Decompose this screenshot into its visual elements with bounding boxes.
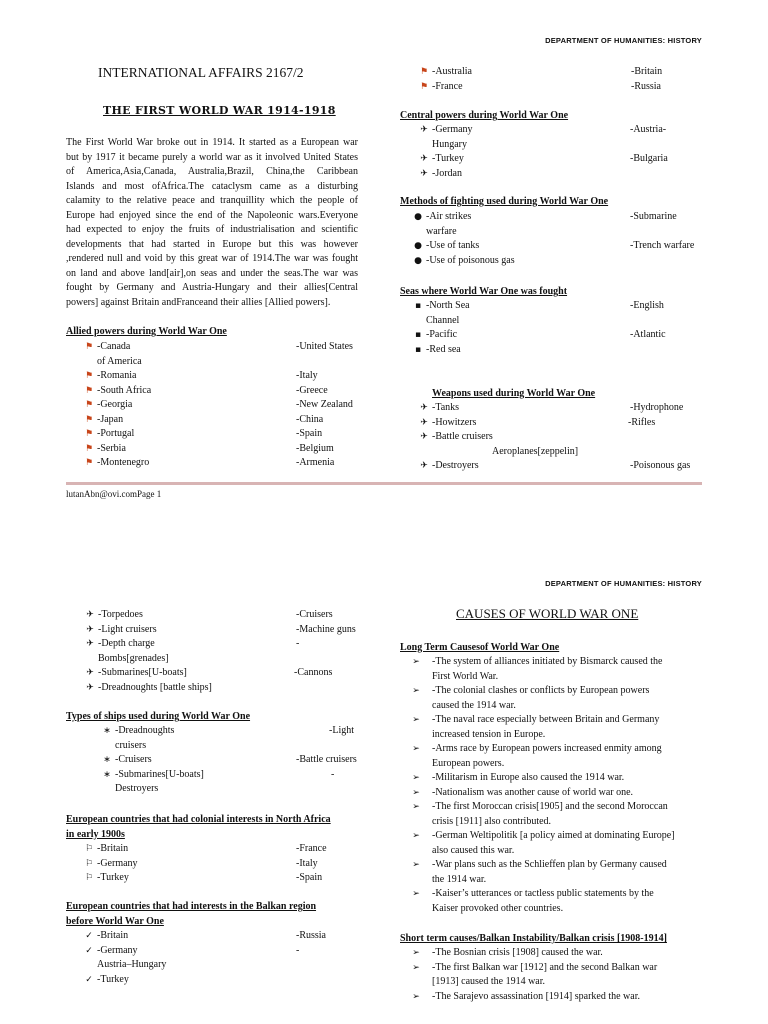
list-item: [410, 225, 706, 240]
pennant-icon: ⚐: [84, 873, 94, 883]
list-item-left: -Use of tanks: [426, 240, 480, 251]
list-item-left: Destroyers: [115, 783, 159, 794]
flag-icon: [81, 355, 97, 370]
ships-heading: Types of ships used during World War One: [66, 711, 251, 722]
list-item-left: Aeroplanes[zeppelin]: [492, 445, 579, 457]
balkan-heading: [66, 900, 366, 929]
list-item: [410, 328, 706, 343]
paragraph-line: Islands and most ofAfrica.The cataclysm came as a disturbing: [66, 180, 358, 192]
arrowhead-bullet-icon: ➢: [412, 831, 420, 841]
paragraph-line: The First World War broke out in 1914. It started as a European war: [66, 137, 358, 148]
department-header-2: DEPARTMENT OF HUMANITIES: HISTORY: [545, 579, 702, 588]
list-item: [99, 739, 369, 754]
methods-heading: Methods of fighting used during World War One: [400, 196, 609, 207]
list-item-left: -Torpedoes: [98, 609, 143, 620]
airplane-icon: [416, 138, 432, 153]
list-item: [410, 314, 706, 329]
asterisk-icon: [99, 739, 115, 754]
list-item-right: -New Zealand: [296, 399, 353, 410]
paragraph-line: Europe had enjoyed since the end of the Napoleonic wars.Everyone: [66, 209, 358, 221]
list-item-left: -Howitzers: [432, 416, 477, 428]
allied-list-continued: [416, 65, 706, 94]
balkan-heading-line-1: European countries that had interests in the Balkan region: [66, 901, 317, 912]
list-item-left: -Turkey: [432, 153, 464, 164]
list-item-left: -Dreadnoughts: [115, 725, 175, 736]
list-item-left: -North Sea: [426, 300, 470, 311]
airplane-icon: ✈: [86, 639, 94, 649]
list-item-left: of America: [97, 355, 142, 367]
airplane-icon: ✈: [420, 168, 428, 179]
list-item-right: -Light: [329, 725, 354, 736]
arrowhead-bullet-icon: ➢: [412, 948, 420, 958]
flag-icon: ⚑: [84, 414, 94, 425]
airplane-icon: ✈: [86, 682, 94, 693]
list-item-right: -Cannons: [294, 667, 333, 678]
airplane-icon: ✈: [420, 417, 428, 428]
list-item: [416, 123, 706, 138]
list-item: [99, 724, 369, 739]
allied-list: [81, 340, 371, 471]
list-item: [410, 299, 706, 314]
pennant-icon: ⚐: [84, 844, 94, 854]
airplane-icon: [416, 445, 432, 460]
list-item: [81, 413, 371, 428]
cause-item: [400, 887, 700, 916]
flag-icon: ⚑: [84, 429, 94, 439]
arrowhead-bullet-icon: ➢: [412, 860, 420, 870]
list-item-left: -Light cruisers: [98, 623, 157, 635]
intro-paragraph: [66, 136, 358, 310]
airplane-icon: ✈: [420, 461, 428, 471]
list-item: [81, 958, 371, 973]
list-item-right: -Belgium: [296, 442, 334, 454]
asterisk-icon: ∗: [103, 755, 111, 765]
flag-icon: ⚑: [84, 443, 94, 454]
list-item-right: -Austria-: [630, 124, 667, 135]
arrowhead-bullet-icon: ➢: [412, 962, 420, 973]
cause-item: [400, 684, 700, 713]
list-item: [81, 369, 371, 384]
list-item-left: -Germany: [97, 944, 138, 956]
asterisk-icon: ∗: [103, 769, 111, 780]
list-item-left: -Submarines[U-boats]: [98, 667, 187, 678]
list-item-right: -Rifles: [628, 416, 656, 428]
list-item: [81, 456, 371, 471]
cause-line: -The Bosnian crisis [1908] caused the war.: [432, 947, 603, 958]
section-title: THE FIRST WORLD WAR 1914-1918: [103, 104, 336, 117]
list-item: [81, 973, 371, 988]
list-item: [81, 929, 371, 944]
list-item-left: -Jordan: [432, 167, 462, 179]
arrowhead-bullet-icon: ➢: [412, 889, 420, 899]
pennant-icon: ⚐: [84, 858, 94, 869]
cause-item: [400, 800, 700, 829]
cause-line: [1913] caused the 1914 war.: [432, 976, 546, 987]
list-item: [416, 445, 706, 460]
cause-line: Kaiser provoked other countries.: [432, 902, 564, 914]
department-header: DEPARTMENT OF HUMANITIES: HISTORY: [545, 36, 702, 45]
arrowhead-bullet-icon: ➢: [412, 802, 420, 812]
list-item-left: -Germany: [432, 124, 473, 135]
arrowhead-bullet-icon: ➢: [412, 991, 420, 1002]
cause-line: -Nationalism was another cause of world war one.: [432, 786, 634, 798]
flag-icon: ⚑: [84, 342, 94, 352]
cause-item: [400, 990, 700, 1005]
list-item-left: Austria–Hungary: [97, 959, 167, 970]
list-item-right: -: [296, 638, 300, 649]
list-item-right: -Poisonous gas: [630, 460, 691, 471]
list-item-left: -Submarines[U-boats]: [115, 768, 204, 780]
checkmark-icon: ✓: [85, 931, 93, 941]
page-divider: [66, 482, 702, 485]
flag-icon: ⚑: [419, 67, 429, 77]
list-item: [82, 608, 372, 623]
list-item-left: -Tanks: [432, 402, 460, 413]
paragraph-line: powers] against Britain andFranceand their allies [Allied powers].: [66, 296, 331, 308]
paragraph-line: developments that had started in Europe but this was however: [66, 238, 358, 250]
cause-item: [400, 771, 700, 786]
long-term-heading: Long Term Causesof World War One: [400, 642, 560, 653]
flag-icon: ⚑: [84, 400, 94, 410]
list-item-left: -Australia: [432, 66, 472, 77]
paragraph-line: but by 1917 it became purely a world war as it involved United States: [66, 151, 358, 163]
asterisk-icon: ∗: [103, 726, 111, 736]
methods-list: [410, 210, 706, 268]
africa-heading-line-1: European countries that had colonial interests in North Africa: [66, 814, 331, 825]
list-item-right: -United States: [296, 341, 353, 352]
list-item-left: -Turkey: [97, 973, 129, 985]
africa-list: [81, 842, 371, 886]
square-bullet-icon: ▪: [414, 344, 422, 355]
list-item: [416, 459, 706, 474]
cause-line: -Kaiser’s utterances or tactless public statements by the: [432, 888, 654, 899]
document-title: INTERNATIONAL AFFAIRS 2167/2: [98, 65, 304, 80]
list-item: [416, 401, 706, 416]
list-item-left: -Portugal: [97, 428, 135, 439]
africa-heading-line-2: in early 1900s: [66, 828, 125, 840]
list-item-left: warfare: [426, 225, 457, 237]
arrowhead-bullet-icon: ➢: [412, 715, 420, 725]
list-item-right: -Spain: [296, 872, 323, 883]
bullet-dot-icon: [410, 225, 426, 240]
seas-list: [410, 299, 706, 357]
cause-item: [400, 713, 700, 742]
list-item-left: -Use of poisonous gas: [426, 254, 515, 266]
list-item-left: -Japan: [97, 413, 124, 425]
list-item: [81, 355, 371, 370]
airplane-icon: ✈: [420, 403, 428, 413]
list-item: [416, 152, 706, 167]
list-item: [81, 944, 371, 959]
weapons-list: [416, 401, 706, 474]
list-item-right: -Russia: [296, 930, 326, 941]
cause-line: European powers.: [432, 757, 505, 769]
list-item: [410, 239, 706, 254]
balkan-heading-line-2: before World War One: [66, 915, 164, 927]
list-item-right: -: [331, 768, 335, 780]
short-term-heading: Short term causes/Balkan Instability/Balkan crisis [1908-1914]: [400, 933, 667, 944]
list-item-left: -Air strikes: [426, 211, 472, 222]
cause-line: crisis [1911] also contributed.: [432, 815, 552, 827]
cause-item: [400, 946, 700, 961]
square-bullet-icon: ▪: [414, 301, 422, 311]
cause-line: -Arms race by European powers increased enmity among: [432, 743, 662, 754]
list-item-right: -Machine guns: [296, 623, 356, 635]
airplane-icon: ✈: [420, 432, 428, 442]
list-item: [82, 652, 372, 667]
flag-icon: ⚑: [84, 371, 94, 381]
list-item-right: -Hydrophone: [630, 402, 684, 413]
cause-item: [400, 829, 700, 858]
list-item-left: Channel: [426, 314, 460, 326]
cause-item: [400, 786, 700, 801]
list-item: [99, 768, 369, 783]
airplane-icon: ✈: [86, 668, 94, 678]
flag-icon: ⚑: [419, 81, 429, 92]
bullet-dot-icon: ●: [414, 241, 422, 251]
list-item-left: -Britain: [97, 930, 129, 941]
arrowhead-bullet-icon: ➢: [412, 686, 420, 696]
list-item: [81, 398, 371, 413]
list-item: [99, 753, 369, 768]
paragraph-line: of America,Asia,Canada, Australia,Brazil, China,the Caribbean: [66, 166, 358, 177]
page-footer: lutanAbn@ovi.comPage 1: [66, 489, 162, 499]
list-item-left: -Red sea: [426, 343, 461, 355]
square-bullet-icon: [410, 314, 426, 329]
central-list: [416, 123, 706, 181]
arrowhead-bullet-icon: ➢: [412, 787, 420, 798]
list-item: [81, 340, 371, 355]
list-item: [410, 210, 706, 225]
cause-line: First World War.: [432, 670, 499, 682]
list-item-left: Bombs[grenades]: [98, 652, 169, 664]
flag-icon: ⚑: [84, 458, 94, 468]
cause-line: -The first Moroccan crisis[1905] and the second Moroccan: [432, 801, 668, 812]
list-item: [82, 623, 372, 638]
list-item-right: -France: [296, 843, 327, 854]
list-item-right: -Spain: [296, 428, 323, 439]
cause-item: [400, 742, 700, 771]
checkmark-icon: [81, 958, 97, 973]
paragraph-line: calamity to the relative peace and tranquillity which the people of: [66, 195, 358, 206]
weapons-heading: Weapons used during World War One: [432, 388, 596, 399]
list-item-left: -Cruisers: [115, 754, 152, 765]
bullet-dot-icon: ●: [414, 255, 422, 266]
list-item-left: -Dreadnoughts [battle ships]: [98, 681, 212, 693]
list-item-left: -Georgia: [97, 399, 133, 410]
list-item-right: -Cruisers: [296, 609, 333, 620]
list-item-left: cruisers: [115, 739, 147, 751]
airplane-icon: ✈: [420, 154, 428, 164]
list-item-left: -Canada: [97, 341, 131, 352]
list-item: [81, 384, 371, 399]
list-item-right: -Bulgaria: [630, 153, 668, 164]
list-item-right: -Italy: [296, 370, 318, 381]
list-item-right: -Armenia: [296, 457, 335, 468]
cause-item: [400, 961, 700, 990]
list-item-right: -Britain: [631, 66, 663, 77]
list-item: [81, 857, 371, 872]
list-item: [81, 427, 371, 442]
list-item: [82, 681, 372, 696]
list-item-right: -Submarine: [630, 211, 677, 222]
allied-heading: Allied powers during World War One: [66, 326, 227, 337]
list-item-right: -China: [296, 413, 324, 425]
list-item: [410, 254, 706, 269]
cause-item: [400, 655, 700, 684]
short-term-causes-list: [400, 946, 700, 1004]
cause-line: -War plans such as the Schlieffen plan by Germany caused: [432, 859, 667, 870]
arrowhead-bullet-icon: ➢: [412, 744, 420, 754]
cause-line: also caused this war.: [432, 844, 515, 856]
central-heading: Central powers during World War One: [400, 110, 569, 121]
cause-line: -The naval race especially between Britain and Germany: [432, 714, 660, 725]
paragraph-line: on land and above land[air],on seas and under the seas.The war was: [66, 267, 358, 279]
list-item-right: -Battle cruisers: [296, 754, 357, 765]
seas-heading: Seas where World War One was fought: [400, 286, 568, 297]
list-item: [81, 871, 371, 886]
list-item-left: -France: [432, 80, 463, 92]
airplane-icon: [82, 652, 98, 667]
list-item: [416, 138, 706, 153]
cause-line: -The Sarajevo assassination [1914] sparked the war.: [432, 990, 640, 1002]
cause-item: [400, 858, 700, 887]
paragraph-line: fought by Germany and Austria-Hungary and their allies[Central: [66, 282, 358, 293]
list-item-right: -Italy: [296, 857, 318, 869]
arrowhead-bullet-icon: ➢: [412, 657, 420, 667]
list-item-left: -South Africa: [97, 384, 152, 396]
list-item: [416, 80, 706, 95]
arrowhead-bullet-icon: ➢: [412, 773, 420, 783]
list-item-left: -Battle cruisers: [432, 431, 493, 442]
list-item-left: -Germany: [97, 857, 138, 869]
checkmark-icon: ✓: [85, 945, 93, 956]
list-item: [81, 842, 371, 857]
list-item-right: -: [296, 944, 300, 956]
list-item-right: -Russia: [631, 80, 661, 92]
ships-list: [99, 724, 369, 797]
list-item: [416, 416, 706, 431]
list-item-left: -Montenegro: [97, 457, 150, 468]
cause-line: the 1914 war.: [432, 873, 487, 885]
list-item-left: -Pacific: [426, 329, 458, 340]
paragraph-line: had expected to enjoy the fruits of industrialisation and scientific: [66, 224, 358, 235]
cause-line: -German Weltipolitik [a policy aimed at dominating Europe]: [432, 830, 675, 841]
weapons-list-continued: [82, 608, 372, 695]
cause-line: caused the 1914 war.: [432, 699, 516, 711]
list-item-left: -Turkey: [97, 872, 129, 883]
airplane-icon: ✈: [86, 624, 94, 635]
list-item: [416, 167, 706, 182]
list-item-left: -Destroyers: [432, 460, 479, 471]
africa-heading: [66, 813, 366, 842]
list-item-right: -English: [630, 300, 664, 311]
cause-line: -The first Balkan war [1912] and the second Balkan war: [432, 961, 658, 973]
list-item: [81, 442, 371, 457]
cause-line: -Militarism in Europe also caused the 1914 war.: [432, 772, 625, 783]
bullet-dot-icon: ●: [414, 212, 422, 222]
list-item-right: -Atlantic: [630, 329, 666, 340]
list-item: [416, 430, 706, 445]
list-item: [82, 666, 372, 681]
long-term-causes-list: [400, 655, 700, 916]
cause-line: -The colonial clashes or conflicts by European powers: [432, 685, 650, 696]
airplane-icon: ✈: [86, 610, 94, 620]
checkmark-icon: ✓: [85, 974, 93, 985]
cause-line: -The system of alliances initiated by Bismarck caused the: [432, 656, 663, 667]
list-item: [82, 637, 372, 652]
paragraph-line: ,rendered null and void by this great war of 1914.The war was fought: [66, 253, 358, 264]
cause-line: increased tension in Europe.: [432, 728, 546, 740]
flag-icon: ⚑: [84, 385, 94, 396]
causes-title: CAUSES OF WORLD WAR ONE: [456, 606, 639, 621]
list-item-right: -Greece: [296, 384, 328, 396]
list-item: [416, 65, 706, 80]
list-item-right: -Trench warfare: [630, 240, 695, 251]
list-item: [99, 782, 369, 797]
square-bullet-icon: ▪: [414, 330, 422, 340]
airplane-icon: ✈: [420, 125, 428, 135]
list-item-left: -Depth charge: [98, 638, 155, 649]
asterisk-icon: [99, 782, 115, 797]
list-item-left: -Serbia: [97, 442, 126, 454]
balkan-list: [81, 929, 371, 987]
list-item: [410, 343, 706, 358]
list-item-left: -Britain: [97, 843, 129, 854]
list-item-left: Hungary: [432, 138, 467, 150]
list-item-left: -Romania: [97, 370, 137, 381]
